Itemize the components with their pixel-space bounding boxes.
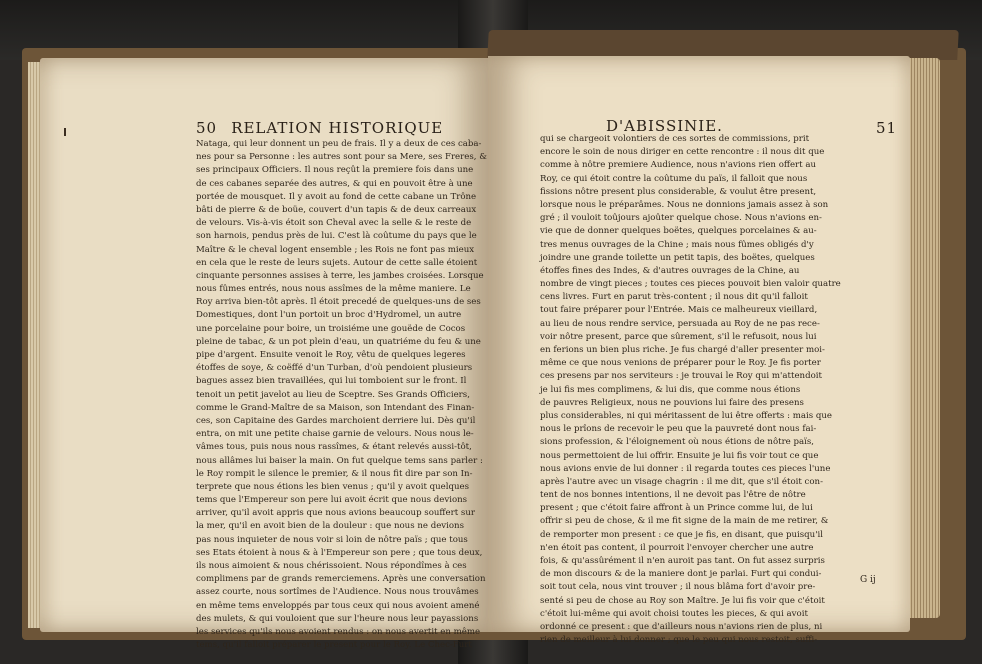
- left-line: nes pour sa Personne : les autres sont pour sa Mere, ses Freres, &: [196, 152, 487, 163]
- right-line: au lieu de nous rendre service, persuada au Roy de ne pas rece-: [540, 318, 820, 329]
- right-line: senté si peu de chose au Roy son Maître. Je lui fis voir que c'étoit: [540, 595, 825, 606]
- left-line: vâmes tous, puis nous nous rassîmes, & étant relevés aussi-tôt,: [196, 442, 472, 453]
- left-line: bâti de pierre & de boüe, couvert d'un tapis & de deux carreaux: [196, 204, 477, 215]
- left-line: comme le Grand-Maître de sa Maison, son Intendant des Finan-: [196, 402, 475, 413]
- right-line: cens livres. Furt en parut très-content ; il nous dit qu'il falloit: [540, 292, 808, 303]
- left-line: tenoit un petit javelot au lieu de Sceptre. Ses Grands Officiers,: [196, 389, 470, 400]
- right-line: sions profession, & l'éloignement où nous étions de nôtre païs,: [540, 437, 815, 448]
- right-line: tent de nos bonnes intentions, il ne devoit pas l'être de nôtre: [540, 490, 806, 501]
- left-line: de ces cabanes separée des autres, & qui en pouvoit être à une: [196, 178, 473, 189]
- right-line: offrir si peu de chose, & il me fit signe de la main de me retirer, &: [540, 516, 829, 527]
- right-line: plus considerables, ni qui méritassent de lui être offerts : mais que: [540, 410, 832, 421]
- right-line: nous avions envie de lui donner : il regarda toutes ces pieces l'une: [540, 463, 831, 474]
- right-line: c'étoit lui-même qui avoit choisi toutes les pieces, & qui avoit: [540, 608, 808, 619]
- left-line: des mulets, & qui vouloient que sur l'heure nous leur payassions: [196, 613, 479, 624]
- left-line: tems, qu'il falloit préparer le present pour le Roy. Le Chec-Furt: [196, 640, 472, 651]
- left-line: entra, on mit une petite chaise garnie de velours. Nous nous le-: [196, 429, 474, 440]
- left-line: Maître & le cheval logent ensemble ; les Rois ne font pas mieux: [196, 244, 475, 255]
- left-line: le Roy rompit le silence le premier, & il nous fit dire par son In-: [196, 468, 473, 479]
- right-line: n'en étoit pas content, il pourroit l'envoyer chercher une autre: [540, 542, 814, 553]
- right-line: lorsque nous le préparâmes. Nous ne donnions jamais assez à son: [540, 199, 829, 210]
- left-line: la mer, qu'il en avoit bien de la douleur : que nous ne devions: [196, 521, 465, 532]
- right-line: de remporter mon present : ce que je fis, en disant, que puisqu'il: [540, 529, 824, 540]
- left-line: tems que l'Empereur son pere lui avoit écrit que nous devions: [196, 495, 468, 506]
- left-page-number: 50: [196, 119, 218, 137]
- right-line: voir nôtre present, parce que sûrement, s'il le refusoit, nous lui: [540, 331, 817, 342]
- left-running-title: RELATION HISTORIQUE: [231, 119, 444, 137]
- left-line: en cela que le reste de leurs sujets. Autour de cette salle étoient: [196, 257, 478, 268]
- right-line: fissions nôtre present plus considerable, & voulut être present,: [540, 186, 817, 197]
- left-line: pas nous inquieter de nous voir si loin de nôtre païs ; que tous: [196, 534, 468, 545]
- left-line: nous fûmes entrés, nous nous assîmes de la même maniere. Le: [196, 284, 471, 295]
- right-page-number-wrap: [876, 118, 905, 137]
- right-page-text: [540, 133, 841, 647]
- right-line: nous le prîons de recevoir le peu que la pauvreté dont nous fai-: [540, 424, 817, 435]
- right-line: nous permettoient de lui offrir. Ensuite je lui fis voir tout ce que: [540, 450, 819, 461]
- right-running-title: D'ABISSINIE.: [606, 117, 723, 135]
- left-line: étoffes de soye, & coëffé d'un Turban, d'où pendoient plusieurs: [196, 363, 473, 374]
- left-line: portée de mousquet. Il y avoit au fond de cette cabane un Trône: [196, 191, 477, 202]
- right-line: fois, & qu'assûrément il n'en auroit pas tant. On fut assez surpris: [540, 556, 825, 566]
- left-line: de velours. Vis-à-vis étoit son Cheval avec la selle & le reste de: [196, 218, 472, 229]
- left-line: nous allâmes lui baiser la main. On fut quelque tems sans parler :: [196, 455, 483, 466]
- left-page-text: [196, 138, 487, 652]
- right-line: soit tout cela, nous vint trouver ; il nous blâma fort d'avoir pre-: [540, 582, 816, 593]
- right-line: je lui fis mes complimens, & lui dis, que comme nous étions: [540, 384, 801, 395]
- right-line: vie que de donner quelques boëtes, quelques porcelaines & au-: [540, 226, 817, 237]
- left-line: son harnois, pendus près de lui. C'est là coûtume du pays que le: [196, 231, 477, 242]
- right-line: comme à nôtre premiere Audience, nous n'avions rien offert au: [540, 160, 817, 171]
- right-line: tout faire préparer pour l'Entrée. Mais ce malheureux vieillard,: [540, 305, 818, 316]
- page-edges-right: [906, 58, 940, 618]
- right-line: qui se chargeoit volontiers de ces sortes de commissions, prit: [540, 134, 810, 144]
- signature-mark: G ij: [860, 575, 876, 585]
- left-line: pleine de tabac, & un pot plein d'eau, un quatriéme du feu & une: [196, 336, 481, 347]
- left-line: ces, son Capitaine des Gardes marchoient derriere lui. Dès qu'il: [196, 415, 476, 426]
- right-line: ces presens par nos serviteurs : je trouvai le Roy qui m'attendoit: [540, 371, 822, 382]
- left-line: ses Etats étoient à nous & à l'Empereur son pere ; que tous deux,: [196, 547, 483, 558]
- right-line: encore le soin de nous diriger en cette rencontre : il nous dit que: [540, 147, 825, 158]
- left-running-head: [196, 118, 443, 137]
- left-line: arriver, qu'il avoit appris que nous avions beaucoup souffert sur: [196, 508, 475, 519]
- left-line: en même tems enveloppés par tous ceux qui nous avoient amené: [196, 600, 480, 611]
- right-line: même ce que nous venions de préparer pour le Roy. Je fis porter: [540, 358, 821, 369]
- right-line: present ; que c'étoit faire affront à un Prince comme lui, de lui: [540, 503, 813, 514]
- right-line: tres menus ouvrages de la Chine ; mais nous fûmes obligés d'y: [540, 239, 814, 250]
- right-line: ordonné ce present : que d'ailleurs nous n'avions rien de plus, ni: [540, 621, 823, 632]
- right-page-number: 51: [876, 119, 898, 137]
- margin-mark: [64, 128, 66, 136]
- left-line: Nataga, qui leur donnent un peu de frais. Il y a deux de ces caba-: [196, 139, 482, 149]
- left-line: complimens par de grands remerciemens. Après une conversation: [196, 574, 486, 585]
- right-line: gré ; il vouloit toûjours ajoûter quelque chose. Nous n'avions en-: [540, 213, 822, 224]
- left-line: bagues assez bien travaillées, qui lui tomboient sur le front. Il: [196, 376, 467, 387]
- left-line: terprete que nous étions les bien venus ; qu'il y avoit quelques: [196, 481, 470, 492]
- right-line: rien de meilleur à lui donner ; que le peu qui nous restoit, suffi-: [540, 635, 818, 646]
- left-line: les services qu'ils nous avoient rendus : on nous avertit en même: [196, 626, 481, 637]
- right-line: après l'autre avec un visage chagrin : il me dit, que s'il étoit con-: [540, 476, 823, 487]
- left-line: une porcelaine pour boire, un troisiéme une gouëde de Cocos: [196, 323, 466, 334]
- right-line: Roy, ce qui étoit contre la coûtume du païs, il falloit que nous: [540, 173, 808, 184]
- left-line: cinquante personnes assises à terre, les jambes croisées. Lorsque: [196, 270, 484, 281]
- left-line: ils nous aimoient & nous chérissoient. Nous répondîmes à ces: [196, 561, 467, 571]
- left-line: Roy arriva bien-tôt après. Il étoit precedé de quelques-uns de ses: [196, 297, 481, 308]
- right-line: joindre une grande toilette un petit tapis, des boëtes, quelques: [540, 252, 815, 263]
- left-line: ses principaux Officiers. Il nous reçût la premiere fois dans une: [196, 165, 474, 176]
- right-line: nombre de vingt pieces ; toutes ces pieces pouvoit bien valoir quatre: [540, 279, 841, 290]
- left-line: pipe d'argent. Ensuite venoit le Roy, vêtu de quelques legeres: [196, 350, 466, 360]
- right-line: étoffes fines des Indes, & d'autres ouvrages de la Chine, au: [540, 265, 800, 276]
- left-line: Domestiques, dont l'un portoit un broc d'Hydromel, un autre: [196, 310, 462, 321]
- right-line: de pauvres Religieux, nous ne pouvions lui faire des presens: [540, 397, 804, 408]
- right-line: de mon discours & de la maniere dont je parlai. Furt qui condui-: [540, 569, 822, 580]
- right-line: en ferions un bien plus riche. Je fus chargé d'aller presenter moi-: [540, 345, 825, 355]
- left-line: assez courte, nous sortîmes de l'Audience. Nous nous trouvâmes: [196, 587, 479, 598]
